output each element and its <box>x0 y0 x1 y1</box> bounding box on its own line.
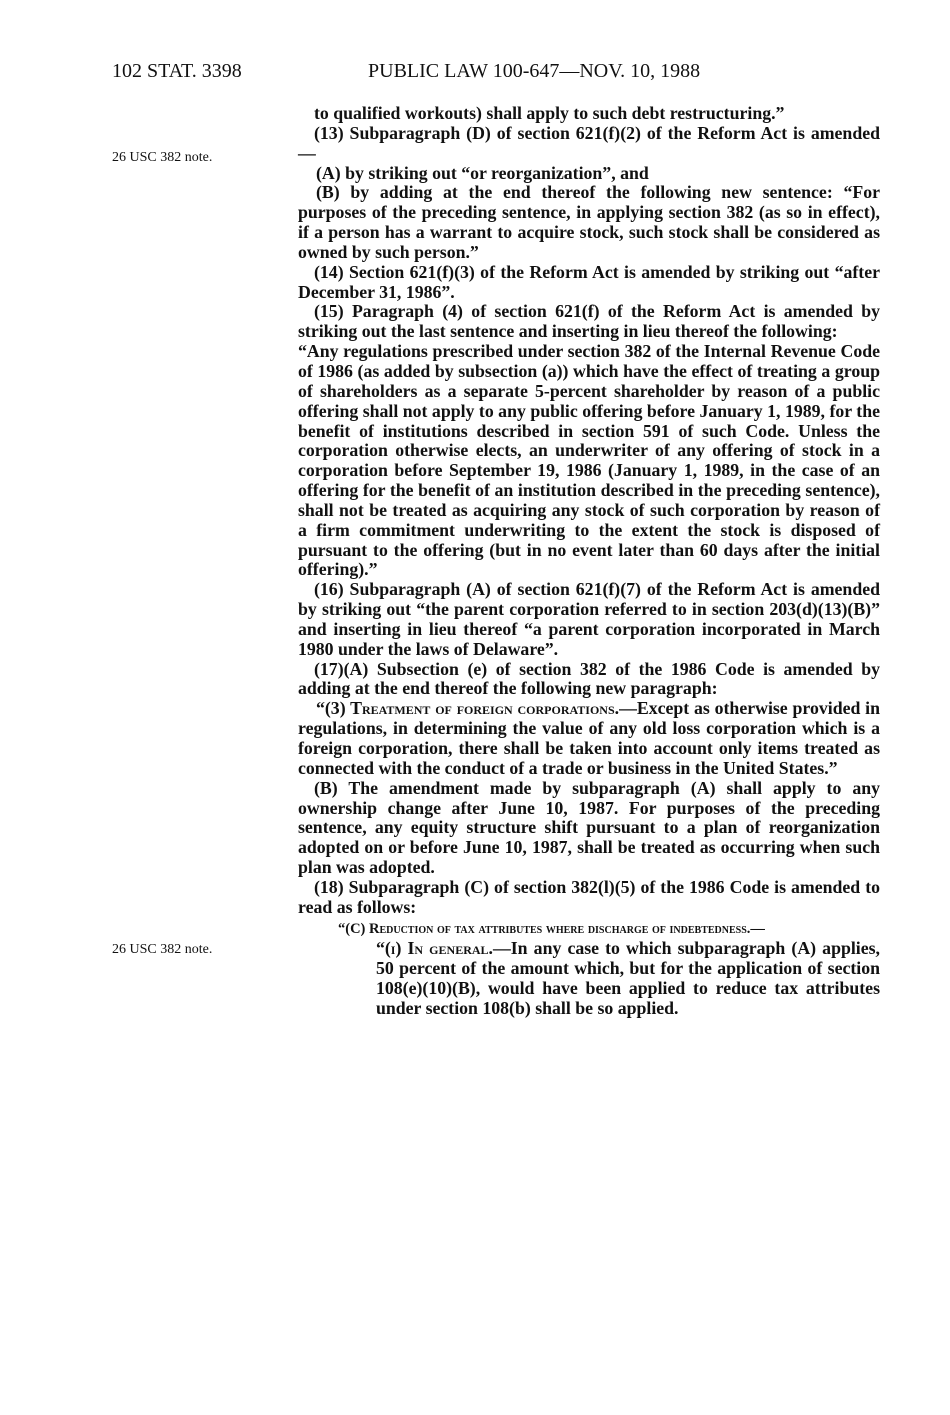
subparagraph-heading: “(C) Reduction of tax attributes where discharge of indebtedness. <box>338 920 751 937</box>
margin-note-2: 26 USC 382 note. <box>112 942 213 957</box>
paragraph-16: (16) Subparagraph (A) of section 621(f)(7) of the Reform Act is amended by striking out “the parent corporation referred to in section 203(d)(13)(B)” and inserting in lieu thereof “a parent corporation incorporated in March 1980 under the laws of Delaware”. <box>298 579 880 659</box>
stat-citation: 102 STAT. 3398 <box>112 60 242 82</box>
quote-body: —Except as otherwise provided in regulations, in determining the value of any old loss corporation which is a foreign corporation, there shall be taken into account only items treated as connected with the conduct of a trade or business in the United States.” <box>298 698 880 778</box>
paragraph-18i <box>298 939 880 1018</box>
paragraph-13a: (A) by striking out “or reorganization”, and <box>316 162 649 183</box>
paragraph-17-quote <box>298 699 880 778</box>
heading-dash: — <box>750 920 765 937</box>
paragraph-17a: (17)(A) Subsection (e) of section 382 of the 1986 Code is amended by adding at the end thereof the following new paragraph: <box>298 658 880 699</box>
clause-body: —In any case to which subparagraph (A) applies, 50 percent of the amount which, but for the application of section 108(e)(10)(B), would have been applied to reduce tax attributes under section 108(b) shall be so applied. <box>376 938 880 1018</box>
margin-note-1: 26 USC 382 note. <box>112 150 213 165</box>
paragraph-continuation: to qualified workouts) shall apply to such debt restructuring.” <box>314 103 785 123</box>
paragraph-14: (14) Section 621(f)(3) of the Reform Act is amended by striking out “after December 31, 1986”. <box>298 261 880 302</box>
paragraph-15: (15) Paragraph (4) of section 621(f) of the Reform Act is amended by striking out the last sentence and inserting in lieu thereof the following: <box>298 301 880 342</box>
paragraph-13b: (B) by adding at the end thereof the following new sentence: “For purposes of the preceding sentence, in applying section 382 (as so in effect), if a person has a warrant to acquire stock, such stock shall be considered as owned by such person.” <box>298 182 880 262</box>
page-title: PUBLIC LAW 100-647—NOV. 10, 1988 <box>368 60 701 82</box>
paragraph-15-quote: “Any regulations prescribed under section 382 of the Internal Revenue Code of 1986 (as added by subsection (a)) which have the effect of treating a group of shareholders as a separate 5-percent shareholder by reason of a public offering shall not apply to any public offering before January 1, 1989, for the benefit of institutions described in section 591 of such Code. Unless the corporation otherwise elects, an underwriter of any offering of stock in a corporation before September 19, 1986 (January 1, 1989, in the case of an offering for the benefit of an institution described in the preceding sentence), shall not be treated as acquiring any stock of such corporation by reason of a firm commitment underwriting to the extent the stock is disposed of pursuant to the offering (but in no event later than 60 days after the initial offering).” <box>298 341 880 580</box>
paragraph-13: (13) Subparagraph (D) of section 621(f)(2) of the Reform Act is amended— <box>298 122 880 163</box>
law-body <box>298 104 880 1019</box>
clause-heading: “(i) In general. <box>376 938 493 959</box>
quote-heading: “(3) Treatment of foreign corporations. <box>316 698 620 719</box>
paragraph-17b: (B) The amendment made by subparagraph (A) shall apply to any ownership change after June 10, 1987. For purposes of the preceding sentence, any equity structure shift pursuant to a plan of reorganization adopted on or before June 10, 1987, shall be treated as occurring when such plan was adopted. <box>298 777 880 878</box>
paragraph-18c-heading <box>298 920 880 940</box>
paragraph-18: (18) Subparagraph (C) of section 382(l)(5) of the 1986 Code is amended to read as follows: <box>298 876 880 917</box>
